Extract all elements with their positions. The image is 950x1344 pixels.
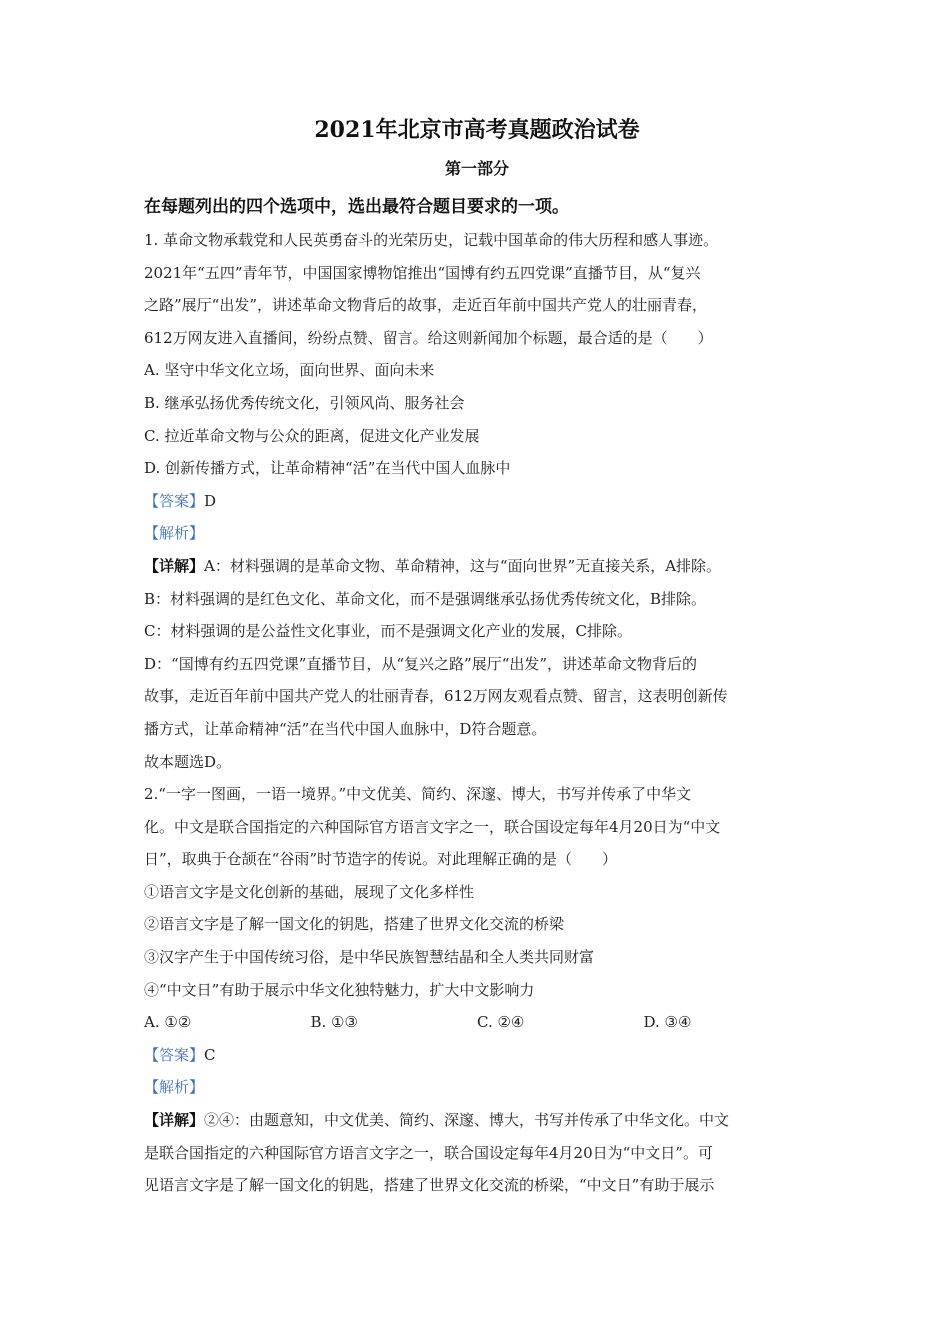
question-2-option-a: A. ①② — [144, 1013, 192, 1032]
question-1-detail-line: 故事，走近百年前中国共产党人的壮丽青春，612万网友观看点赞、留言，这表明创新传 — [144, 687, 728, 706]
question-1-detail-line — [144, 550, 810, 583]
question-2-detail-line: 是联合国指定的六种国际官方语言文字之一，联合国设定每年4月20日为“中文日”。可 — [144, 1143, 713, 1162]
question-1-option-c: C. 拉近革命文物与公众的距离，促进文化产业发展 — [144, 426, 480, 445]
question-1-detail-line: C：材料强调的是公益性文化事业，而不是强调文化产业的发展，C排除。 — [144, 622, 632, 641]
answer-label: 【答案】 — [144, 1045, 205, 1064]
detail-label: 【详解】 — [144, 1111, 205, 1130]
part-heading: 第一部分 — [444, 159, 509, 178]
question-2-option-d: D. ③④ — [643, 1013, 692, 1032]
question-1-option-d: D. 创新传播方式，让革命精神“活”在当代中国人血脉中 — [144, 459, 511, 478]
question-2-option-b: B. ①③ — [310, 1013, 358, 1032]
answer-value: D — [204, 491, 217, 510]
analysis-label: 【解析】 — [144, 524, 205, 543]
question-1-stem-line: 612万网友进入直播间，纷纷点赞、留言。给这则新闻加个标题，最合适的是（ ） — [144, 328, 713, 347]
detail-text: ②④：由题意知，中文优美、简约、深邃、博大，书写并传承了中华文化。中文 — [204, 1111, 730, 1130]
question-1-analysis — [144, 517, 810, 550]
question-2-detail-line: 见语言文字是了解一国文化的钥匙，搭建了世界文化交流的桥梁，“中文日”有助于展示 — [144, 1176, 715, 1195]
question-2-answer — [144, 1039, 810, 1072]
question-2-stem-line: 化。中文是联合国指定的六种国际官方语言文字之一，联合国设定每年4月20日为“中文 — [144, 817, 721, 836]
answer-label: 【答案】 — [144, 491, 205, 510]
question-1-answer — [144, 485, 810, 518]
question-2-statement-2: ②语言文字是了解一国文化的钥匙，搭建了世界文化交流的桥梁 — [144, 915, 565, 934]
question-1-stem-line: 1. 革命文物承载党和人民英勇奋斗的光荣历史，记载中国革命的伟大历程和感人事迹。 — [144, 231, 719, 249]
question-1 — [144, 224, 810, 778]
question-1-detail-line: B：材料强调的是红色文化、革命文化，而不是强调继承弘扬优秀传统文化，B排除。 — [144, 589, 707, 608]
question-2-statement-1: ①语言文字是文化创新的基础，展现了文化多样性 — [144, 882, 475, 901]
question-1-option-b: B. 继承弘扬优秀传统文化，引领风尚、服务社会 — [144, 393, 465, 412]
question-2-stem-line: 日”，取典于仓颉在“谷雨”时节造字的传说。对此理解正确的是（ ） — [144, 850, 618, 869]
question-2-statement-4: ④“中文日”有助于展示中华文化独特魅力，扩大中文影响力 — [144, 980, 535, 999]
question-1-stem-line: 之路”展厅“出发”，讲述革命文物背后的故事，走近百年前中国共产党人的壮丽青春， — [144, 296, 708, 315]
detail-text: A：材料强调的是革命文物、革命精神，这与“面向世界”无直接关系，A排除。 — [204, 556, 722, 575]
document-content — [144, 110, 810, 1202]
question-1-stem-line: 2021年“五四”青年节，中国国家博物馆推出“国博有约五四党课”直播节目，从“复兴 — [144, 263, 701, 282]
analysis-label: 【解析】 — [144, 1078, 205, 1097]
question-2-detail-line — [144, 1104, 810, 1137]
question-2-option-c: C. ②④ — [477, 1013, 525, 1032]
question-2-options — [144, 1006, 810, 1039]
document-title: 2021年北京市高考真题政治试卷 — [314, 117, 640, 143]
question-2-statement-3: ③汉字产生于中国传统习俗，是中华民族智慧结晶和全人类共同财富 — [144, 948, 595, 967]
question-2-stem-line: 2.“一字一图画，一语一境界。”中文优美、简约、深邃、博大，书写并传承了中华文 — [144, 785, 692, 804]
question-1-conclusion: 故本题选D。 — [144, 752, 232, 771]
question-2 — [144, 778, 810, 1202]
section-instruction: 在每题列出的四个选项中，选出最符合题目要求的一项。 — [144, 197, 569, 217]
question-2-analysis — [144, 1071, 810, 1104]
question-1-option-a: A. 坚守中华文化立场，面向世界、面向未来 — [144, 361, 435, 380]
question-1-detail-line: 播方式，让革命精神“活”在当代中国人血脉中，D符合题意。 — [144, 719, 547, 738]
detail-label: 【详解】 — [144, 556, 205, 575]
answer-value: C — [204, 1045, 216, 1064]
question-1-detail-line: D：“国博有约五四党课”直播节目，从“复兴之路”展厅“出发”，讲述革命文物背后的 — [144, 654, 698, 673]
